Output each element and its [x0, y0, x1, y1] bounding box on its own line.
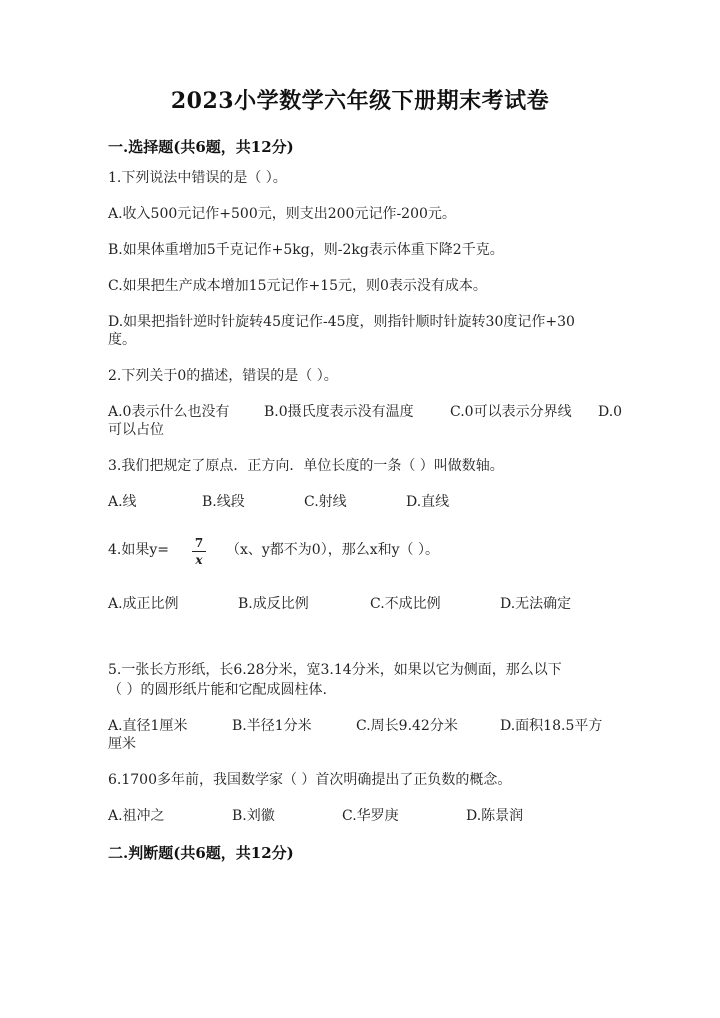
- section-heading-choice: 一.选择题(共6题，共12分): [108, 138, 294, 156]
- fraction-numerator: 7: [194, 536, 204, 550]
- question-3-option-d: D.直线: [406, 494, 450, 510]
- fraction-denominator: x: [195, 553, 203, 567]
- question-3-option-a: A.线: [108, 494, 137, 510]
- question-4-option-d: D.无法确定: [500, 596, 572, 612]
- question-3-option-b: B.线段: [202, 494, 245, 510]
- question-1-option-d-continued: 度。: [108, 332, 136, 348]
- question-4-stem-left: 4.如果y=: [108, 542, 169, 558]
- question-2-option-d: D.0: [598, 404, 623, 420]
- question-5-option-c: C.周长9.42分米: [356, 718, 458, 734]
- question-6-option-c: C.华罗庚: [342, 808, 399, 824]
- question-1-stem: 1.下列说法中错误的是（ ）。: [108, 170, 287, 186]
- question-2-option-a: A.0表示什么也没有: [108, 404, 230, 420]
- section-heading-true-false: 二.判断题(共6题，共12分): [108, 844, 294, 862]
- question-3-option-c: C.射线: [304, 494, 347, 510]
- page-title: 2023小学数学六年级下册期末考试卷: [170, 88, 550, 114]
- question-5-option-d-continued: 厘米: [108, 736, 136, 752]
- question-5-option-d: D.面积18.5平方: [500, 718, 603, 734]
- question-3-stem: 3.我们把规定了原点．正方向．单位长度的一条（ ）叫做数轴。: [108, 458, 504, 474]
- question-6-option-a: A.祖冲之: [108, 808, 165, 824]
- question-6-option-b: B.刘徽: [232, 808, 275, 824]
- question-1-option-a: A.收入500元记作+500元，则支出200元记作-200元。: [108, 206, 456, 222]
- question-2-stem: 2.下列关于0的描述，错误的是（ ）。: [108, 368, 338, 384]
- question-2-option-d-continued: 可以占位: [108, 422, 164, 438]
- question-5-stem: 5.一张长方形纸，长6.28分米，宽3.14分米，如果以它为侧面，那么以下: [108, 662, 562, 678]
- question-1-option-c: C.如果把生产成本增加15元记作+15元，则0表示没有成本。: [108, 278, 487, 294]
- question-4-option-a: A.成正比例: [108, 596, 179, 612]
- question-2-option-c: C.0可以表示分界线: [450, 404, 572, 420]
- question-5-stem-continued: （ ）的圆形纸片能和它配成圆柱体.: [108, 682, 327, 698]
- question-1-option-d: D.如果把指针逆时针旋转45度记作-45度，则指针顺时针旋转30度记作+30: [108, 314, 575, 330]
- question-4-option-c: C.不成比例: [370, 596, 441, 612]
- question-4-stem-right: （x、y都不为0），那么x和y（ ）。: [226, 542, 439, 558]
- fraction-bar: [192, 551, 206, 552]
- question-5-option-a: A.直径1厘米: [108, 718, 188, 734]
- question-6-option-d: D.陈景润: [466, 808, 524, 824]
- question-5-option-b: B.半径1分米: [232, 718, 312, 734]
- question-1-option-b: B.如果体重增加5千克记作+5kg，则-2kg表示体重下降2千克。: [108, 242, 504, 258]
- question-2-option-b: B.0摄氏度表示没有温度: [264, 404, 414, 420]
- question-6-stem: 6.1700多年前，我国数学家（ ）首次明确提出了正负数的概念。: [108, 772, 512, 788]
- question-4-option-b: B.成反比例: [238, 596, 309, 612]
- fraction-seven-over-x: [192, 536, 206, 567]
